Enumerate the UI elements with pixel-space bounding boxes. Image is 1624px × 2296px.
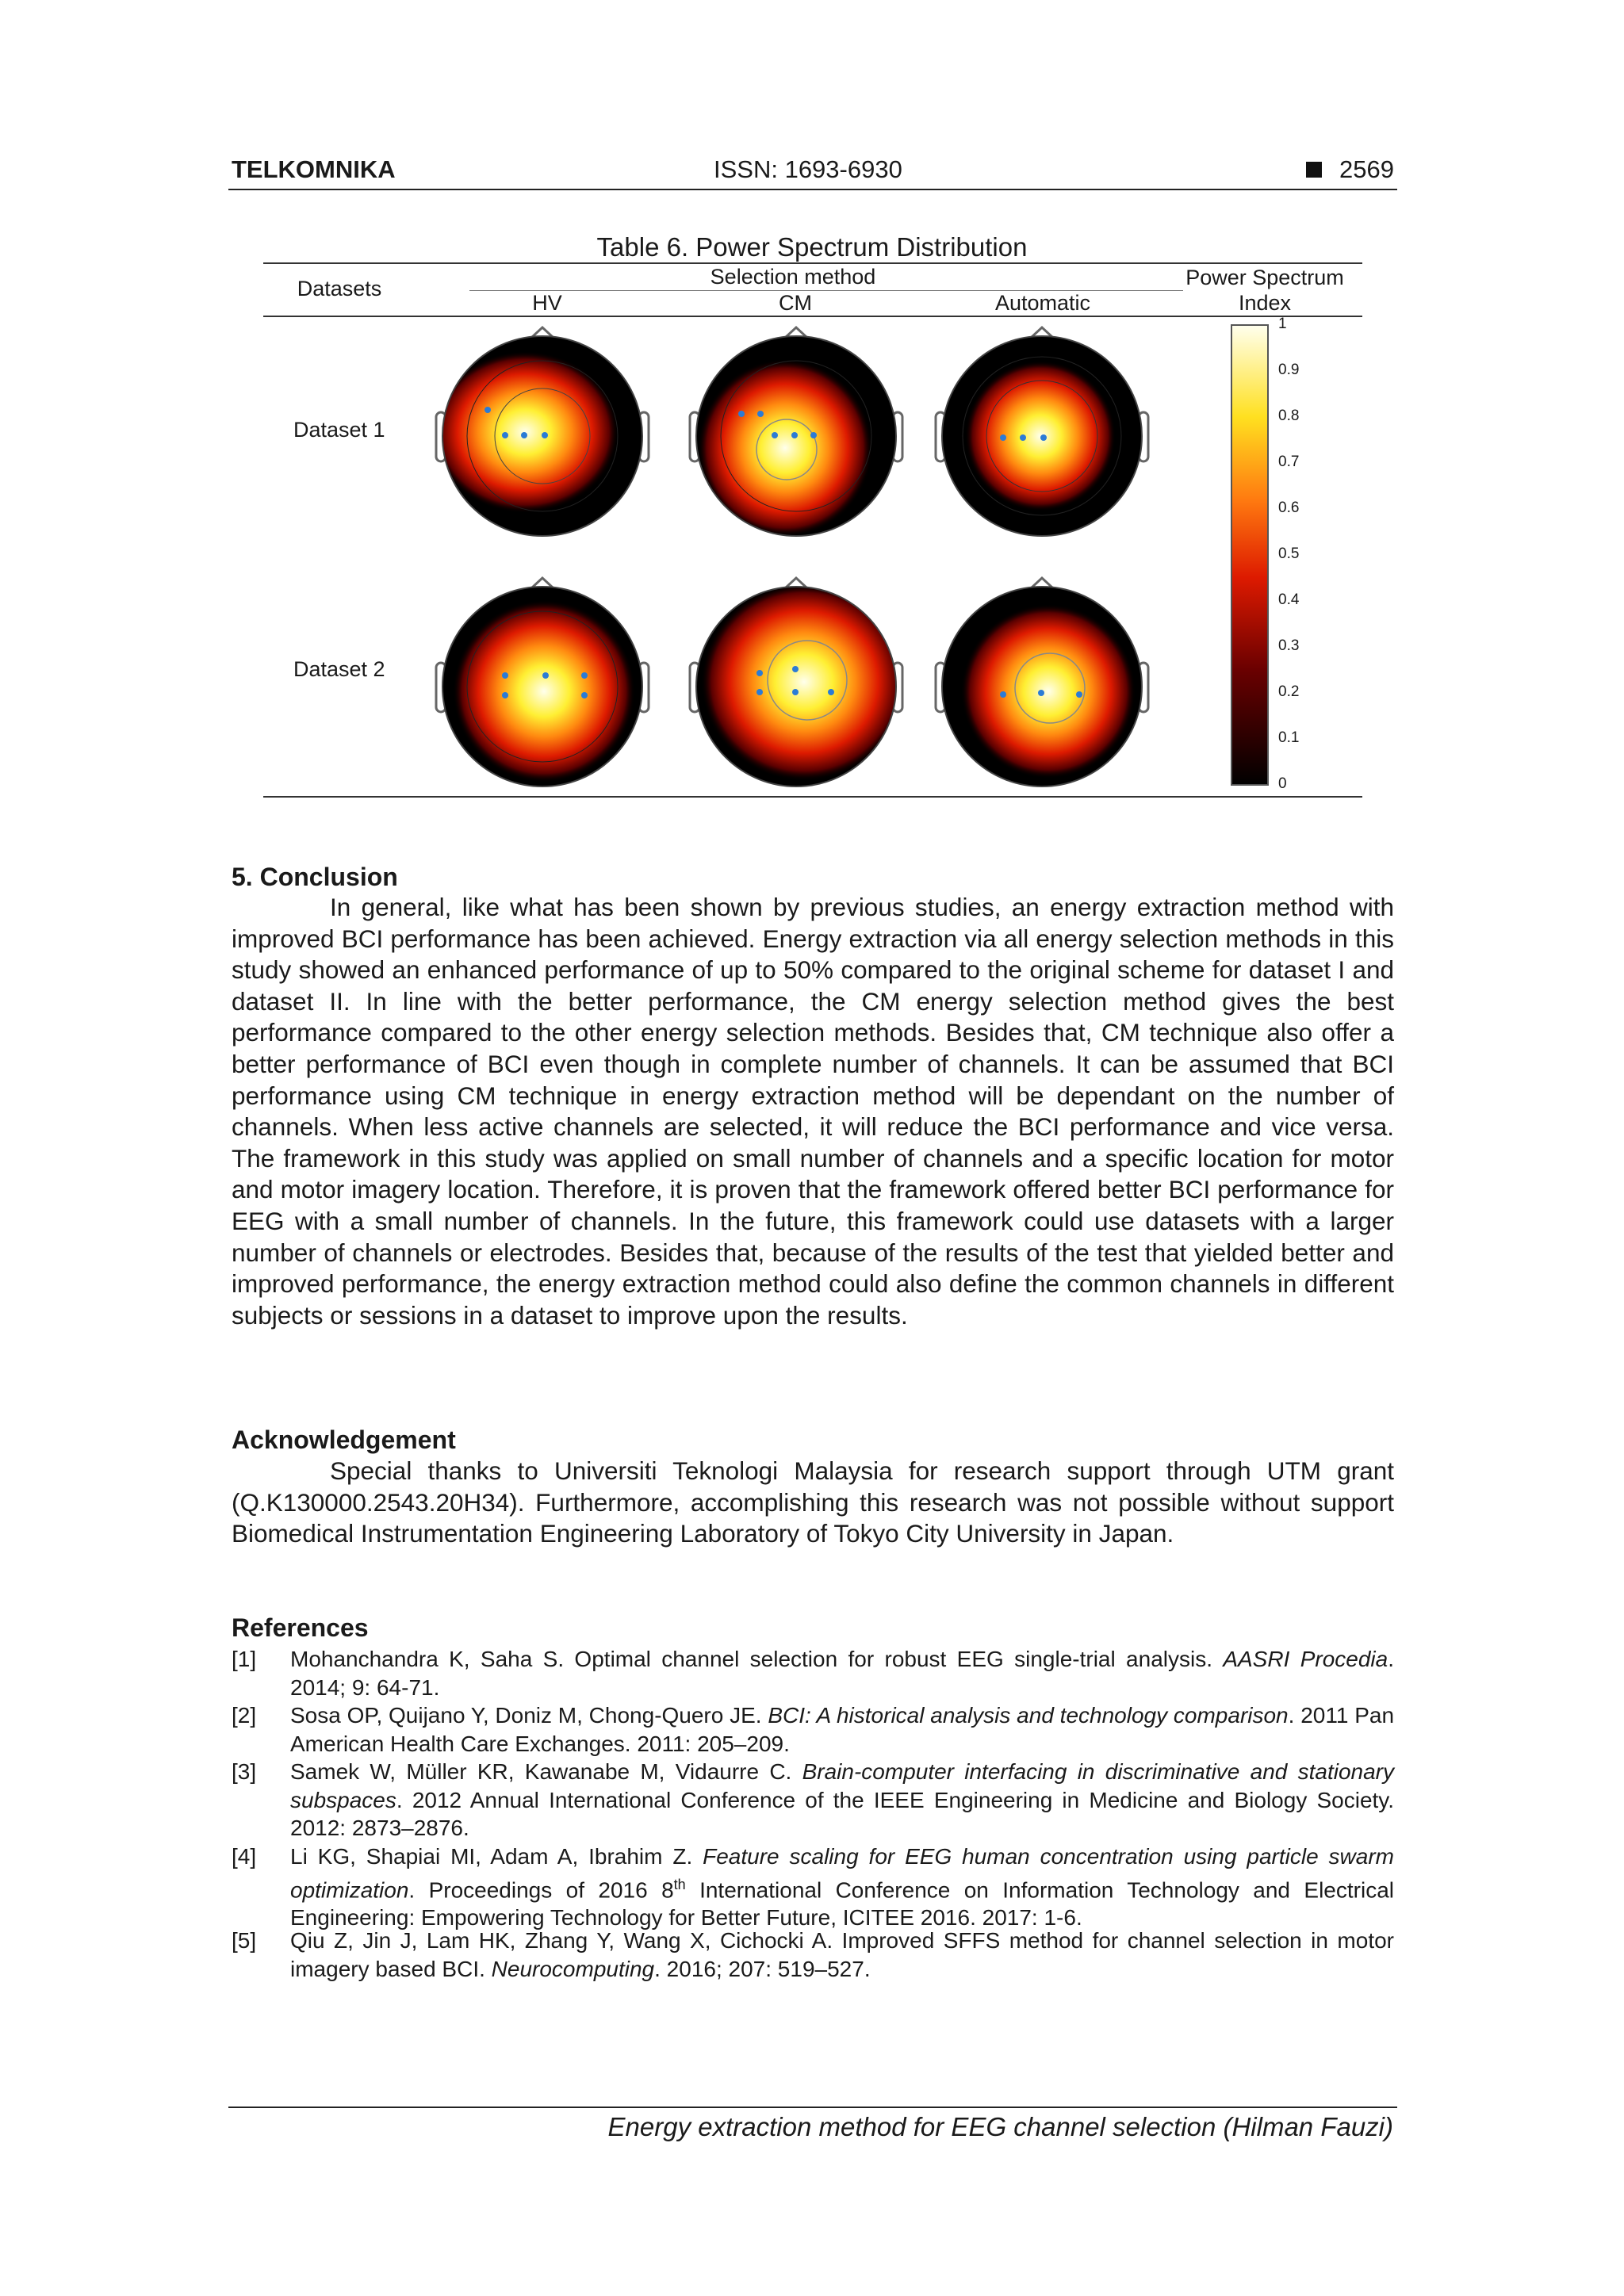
reference-journal: Neurocomputing (491, 1956, 655, 1981)
colorbar-tick-label: 0.9 (1278, 362, 1300, 378)
colorbar-tick-label: 1 (1278, 316, 1287, 332)
topomap-dataset1-cm (690, 327, 902, 537)
reference-text: Samek W, Müller KR, Kawanabe M, Vidaurre C. (290, 1759, 802, 1784)
footer-rule (228, 2107, 1397, 2108)
reference-details: . Proceedings of 2016 8 (408, 1877, 674, 1902)
topomap-dataset2-cm (690, 578, 907, 786)
col-header-index-line2: Index (1238, 291, 1292, 315)
colorbar-tick-label: 0.6 (1278, 499, 1300, 516)
colorbar-tick-label: 0.5 (1278, 545, 1300, 562)
reference-details-cont: International Conference on Information Technology and Electrical Engineering: Empowering Technology for Better Future, ICITEE 2016. 2017: 1-6. (290, 1877, 1394, 1931)
row-label-dataset-2: Dataset 2 (293, 657, 385, 681)
reference-text: Sosa OP, Quijano Y, Doniz M, Chong-Quero JE. (290, 1703, 768, 1728)
reference-item (232, 1645, 1394, 1701)
conclusion-title: 5. Conclusion (232, 863, 398, 891)
reference-item (232, 1843, 1394, 1932)
col-header-automatic: Automatic (994, 291, 1091, 315)
table-bottom-rule (263, 796, 1362, 798)
reference-item (232, 1701, 1394, 1758)
reference-number: [3] (232, 1759, 257, 1784)
topomap-figure (0, 0, 1624, 801)
colorbar-tick-label: 0.7 (1278, 453, 1300, 470)
colorbar-tick-label: 0.4 (1278, 591, 1300, 608)
references-title: References (232, 1613, 369, 1642)
acknowledgement-title: Acknowledgement (232, 1425, 456, 1454)
reference-title: Feature scaling for EEG human concentration using particle swarm optimization (290, 1844, 1394, 1902)
col-header-index-line1: Power Spectrum (1185, 266, 1344, 289)
col-header-hv: HV (532, 291, 562, 315)
reference-number: [4] (232, 1844, 257, 1869)
issn: ISSN: 1693-6930 (714, 155, 902, 183)
colorbar-tick-label: 0.2 (1278, 683, 1300, 700)
colorbar (1231, 325, 1268, 785)
reference-number: [2] (232, 1703, 257, 1728)
reference-details: . 2011 Pan American Health Care Exchanges. 2011: 205–209. (290, 1703, 1395, 1756)
reference-title: BCI: A historical analysis and technology comparison (768, 1703, 1289, 1728)
col-header-datasets: Datasets (297, 277, 382, 300)
colorbar-tick-label: 0.1 (1278, 729, 1300, 746)
reference-number: [5] (232, 1928, 257, 1953)
reference-title: Brain-computer interfacing in discriminative and stationary subspaces (290, 1759, 1394, 1812)
colorbar-tick-label: 0.8 (1278, 408, 1300, 424)
reference-item (232, 1927, 1394, 1983)
reference-text: Li KG, Shapiai MI, Adam A, Ibrahim Z. (290, 1844, 703, 1869)
acknowledgement-paragraph (232, 1456, 1394, 1550)
colorbar-tick-label: 0.3 (1278, 637, 1300, 654)
topomap-dataset1-automatic (936, 327, 1148, 536)
table-caption: Table 6. Power Spectrum Distribution (596, 232, 1028, 262)
acknowledgement-text: Special thanks to Universiti Teknologi Malaysia for research support through UTM grant (Q.K130000.2543.20H34). Furthermore, accomplishing this research was not possible without support Biomedical Instrumentation Engineering Laboratory of Tokyo City University in Japan. (232, 1456, 1394, 1548)
reference-number: [1] (232, 1647, 257, 1671)
reference-item (232, 1758, 1394, 1843)
reference-text: Qiu Z, Jin J, Lam HK, Zhang Y, Wang X, Cichocki A. Improved SFFS method for channel selection in motor imagery based BCI. (290, 1928, 1394, 1981)
reference-text: Mohanchandra K, Saha S. Optimal channel selection for robust EEG single-trial analysis. (290, 1647, 1224, 1671)
col-header-selection-method: Selection method (710, 265, 876, 289)
topomap-dataset2-hv (436, 578, 649, 786)
conclusion-paragraph (232, 892, 1394, 1331)
colorbar-tick-label: 0 (1278, 775, 1287, 792)
page-number: 2569 (1339, 155, 1394, 183)
topomap-dataset2-automatic (936, 578, 1148, 786)
reference-superscript: th (673, 1876, 686, 1892)
reference-details: . 2014; 9: 64-71. (290, 1647, 1394, 1700)
row-label-dataset-1: Dataset 1 (293, 418, 385, 442)
conclusion-text: In general, like what has been shown by previous studies, an energy extraction method with improved BCI performance has been achieved. Energy extraction via all energy selection methods in this study showed an enhanced performance of up to 50% compared to the original scheme for dataset I and dataset II. In line with the better performance, the CM energy selection method gives the best performance compared to the other energy selection methods. Besides that, CM technique also offer a better performance of BCI even though in complete number of channels. It can be assumed that BCI performance using CM technique in energy extraction method will be dependant on the number of channels. When less active channels are selected, it will reduce the BCI performance and vice versa. The framework in this study was applied on small number of channels and a specific location for motor and motor imagery location. Therefore, it is proven that the framework offered better BCI performance for EEG with a small number of channels. In the future, this framework could use datasets with a larger number of channels or electrodes. Besides that, because of the results of the test that yielded better and improved performance, the energy extraction method could also define the common channels in different subjects or sessions in a dataset to improve upon the results. (232, 893, 1394, 1330)
topomap-dataset1-hv (431, 327, 649, 536)
reference-details: . 2012 Annual International Conference of the IEEE Engineering in Medicine and Biology Society. 2012: 2873–2876. (290, 1787, 1394, 1840)
col-header-cm: CM (779, 291, 812, 315)
running-footer: Energy extraction method for EEG channel selection (Hilman Fauzi) (607, 2112, 1393, 2141)
journal-name: TELKOMNIKA (232, 155, 396, 183)
reference-details: . 2016; 207: 519–527. (654, 1956, 871, 1981)
reference-journal: AASRI Procedia (1223, 1647, 1388, 1671)
